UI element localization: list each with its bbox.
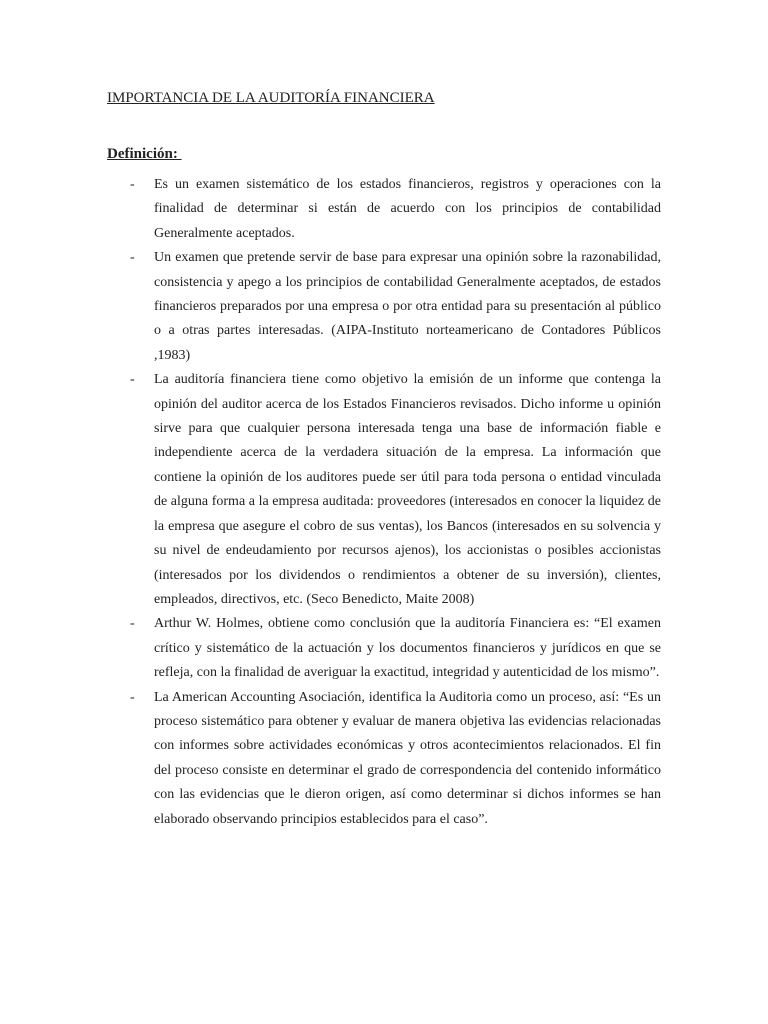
list-item-text: Un examen que pretende servir de base para expresar una opinión sobre la razonabilidad, consistencia y apego a los principios de contabilidad Generalmente aceptados, de estados financieros preparados por una empresa o por otra entidad para su presentación al público o a otras partes interesadas. (AIPA-Instituto norteamericano de Contadores Públicos ,1983) [154, 250, 661, 363]
bullet-dash: - [130, 372, 135, 388]
section-heading-definicion: Definición: [107, 146, 182, 162]
bullet-dash: - [130, 689, 135, 705]
list-item [125, 612, 661, 685]
bullet-dash: - [130, 177, 135, 192]
list-item-text: Arthur W. Holmes, obtiene como conclusión que la auditoría Financiera es: “El examen crítico y sistemático de la actuación y los documentos financieros y jurídicos en que se refleja, con la finalidad de averiguar la exactitud, integridad y autenticidad de los mismo”. [154, 616, 661, 681]
document-title: IMPORTANCIA DE LA AUDITORÍA FINANCIERA [107, 90, 435, 106]
list-item [125, 173, 661, 246]
bullet-dash: - [130, 250, 135, 266]
list-item [125, 686, 661, 832]
definition-list [125, 173, 661, 832]
list-item-text: La auditoría financiera tiene como objetivo la emisión de un informe que contenga la opinión del auditor acerca de los Estados Financieros revisados. Dicho informe u opinión sirve para que cualquier persona interesada tenga una base de información fiable e independiente acerca de la verdadera situación de la empresa. La información que contiene la opinión de los auditores puede ser útil para toda persona o entidad vinculada de alguna forma a la empresa auditada: proveedores (interesados en conocer la liquidez de la empresa que asegure el cobro de sus ventas), los Bancos (interesados en su solvencia y su nivel de endeudamiento por recursos ajenos), los accionistas o posibles accionistas (interesados por los dividendos o rendimientos a obtener de su inversión), clientes, empleados, directivos, etc. (Seco Benedicto, Maite 2008) [154, 372, 661, 607]
list-item-text: Es un examen sistemático de los estados financieros, registros y operaciones con la finalidad de determinar si están de acuerdo con los principios de contabilidad Generalmente aceptados. [154, 177, 661, 241]
bullet-dash: - [130, 616, 135, 632]
list-item [125, 246, 661, 368]
list-item [125, 368, 661, 612]
list-item-text: La American Accounting Asociación, identifica la Auditoria como un proceso, así: “Es un proceso sistemático para obtener y evaluar de manera objetiva las evidencias relacionadas con informes sobre actividades económicas y otros acontecimientos relacionados. El fin del proceso consiste en determinar el grado de correspondencia del contenido informático con las evidencias que le dieron origen, así como determinar si dichos informes se han elaborado observando principios establecidos para el caso”. [154, 689, 661, 827]
